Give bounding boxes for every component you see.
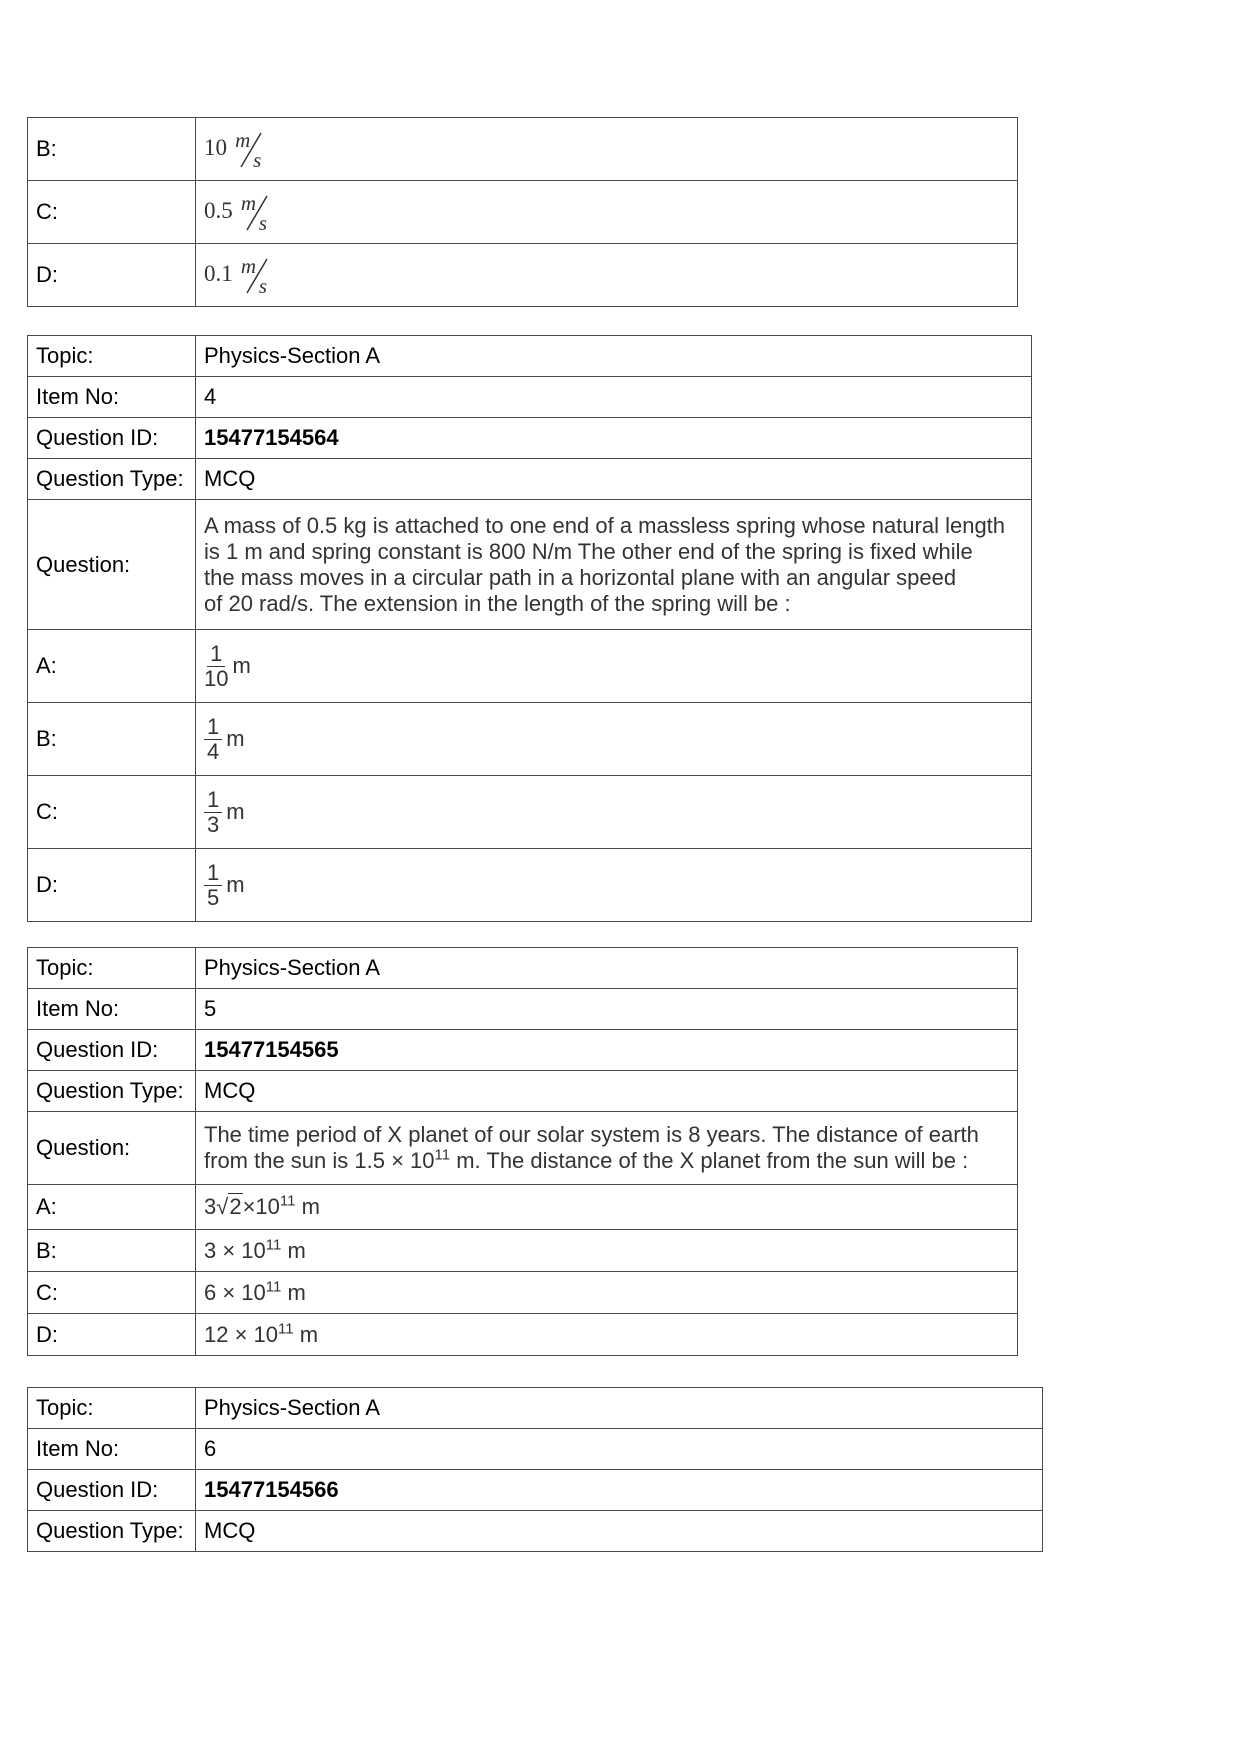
option-row xyxy=(28,118,1018,181)
question-id-value: 15477154565 xyxy=(196,1030,1018,1071)
option-row xyxy=(28,181,1018,244)
question-id-label: Question ID: xyxy=(28,1470,196,1511)
question-line: from the sun is $1.5 \times 10^{11}$ m. The distance of the X planet from the sun will be : xyxy=(204,1146,969,1173)
option-label: D: xyxy=(28,244,196,307)
question-type-label: Question Type: xyxy=(28,1071,196,1112)
fraction: $\frac{1}{4}$ xyxy=(204,715,222,764)
question-table-item-5 xyxy=(27,947,1018,1356)
topic-value: Physics-Section A xyxy=(196,948,1018,989)
question-id-value: 15477154566 xyxy=(196,1470,1043,1511)
question-type-value: MCQ xyxy=(196,1511,1043,1552)
option-value: $3√2\times 10^{11}$ m xyxy=(196,1185,1018,1230)
fraction: $\frac{1}{10}$ xyxy=(204,640,229,691)
question-line: the mass moves in a circular path in a horizontal plane with an angular speed xyxy=(204,564,957,590)
topic-label: Topic: xyxy=(28,948,196,989)
question-table-item-6 xyxy=(27,1387,1043,1552)
option-value xyxy=(196,118,1018,181)
topic-label: Topic: xyxy=(28,1388,196,1429)
question-id-value: 15477154564 xyxy=(196,418,1032,459)
question-id-label: Question ID: xyxy=(28,1030,196,1071)
option-label: D: xyxy=(28,849,196,922)
item-no-value: 6 xyxy=(196,1429,1043,1470)
item-no-value: 4 xyxy=(196,377,1032,418)
option-label: B: xyxy=(28,703,196,776)
item-no-label: Item No: xyxy=(28,377,196,418)
option-value: $12 \times 10^{11}$ m xyxy=(196,1314,1018,1356)
partial-question-table xyxy=(27,117,1018,307)
option-value xyxy=(196,181,1018,244)
question-type-value: MCQ xyxy=(196,459,1032,500)
fraction: $\frac{1}{5}$ xyxy=(204,861,222,910)
option-row xyxy=(28,244,1018,307)
option-label: C: xyxy=(28,776,196,849)
velocity-unit: m s xyxy=(240,191,268,235)
question-text xyxy=(196,500,1032,630)
question-table-item-4 xyxy=(27,335,1032,922)
question-text xyxy=(196,1112,1018,1185)
question-label: Question: xyxy=(28,1112,196,1185)
option-value: $3 \times 10^{11}$ m xyxy=(196,1230,1018,1272)
question-id-label: Question ID: xyxy=(28,418,196,459)
question-line: is 1 m and spring constant is 800 N/m The other end of the spring is fixed while xyxy=(204,538,973,564)
option-label: A: xyxy=(28,1185,196,1230)
square-root: √2 xyxy=(216,1194,242,1219)
question-label: Question: xyxy=(28,500,196,630)
velocity-unit: m s xyxy=(240,254,268,298)
question-line: The time period of X planet of our solar system is 8 years. The distance of earth xyxy=(204,1122,979,1147)
question-line: of 20 rad/s. The extension in the length of the spring will be : xyxy=(204,590,791,616)
option-number: 10 xyxy=(204,134,227,160)
option-label: C: xyxy=(28,181,196,244)
velocity-unit: m s xyxy=(235,128,262,172)
item-no-value: 5 xyxy=(196,989,1018,1030)
option-label: D: xyxy=(28,1314,196,1356)
topic-value: Physics-Section A xyxy=(196,1388,1043,1429)
option-value xyxy=(196,244,1018,307)
item-no-label: Item No: xyxy=(28,989,196,1030)
option-value: $\frac{1}{4}$ m xyxy=(196,703,1032,776)
topic-label: Topic: xyxy=(28,336,196,377)
option-label: B: xyxy=(28,118,196,181)
option-value: $\frac{1}{10}$ m xyxy=(196,630,1032,703)
question-type-value: MCQ xyxy=(196,1071,1018,1112)
question-type-label: Question Type: xyxy=(28,459,196,500)
option-value: $6 \times 10^{11}$ m xyxy=(196,1272,1018,1314)
question-type-label: Question Type: xyxy=(28,1511,196,1552)
option-number: 0.1 xyxy=(204,260,233,286)
option-value: $\frac{1}{5}$ m xyxy=(196,849,1032,922)
item-no-label: Item No: xyxy=(28,1429,196,1470)
option-label: C: xyxy=(28,1272,196,1314)
option-label: A: xyxy=(28,630,196,703)
topic-value: Physics-Section A xyxy=(196,336,1032,377)
option-label: B: xyxy=(28,1230,196,1272)
fraction: $\frac{1}{3}$ xyxy=(204,788,222,837)
option-number: 0.5 xyxy=(204,197,233,223)
option-value: $\frac{1}{3}$ m xyxy=(196,776,1032,849)
question-line: A mass of 0.5 kg is attached to one end of a massless spring whose natural length xyxy=(204,512,1006,538)
